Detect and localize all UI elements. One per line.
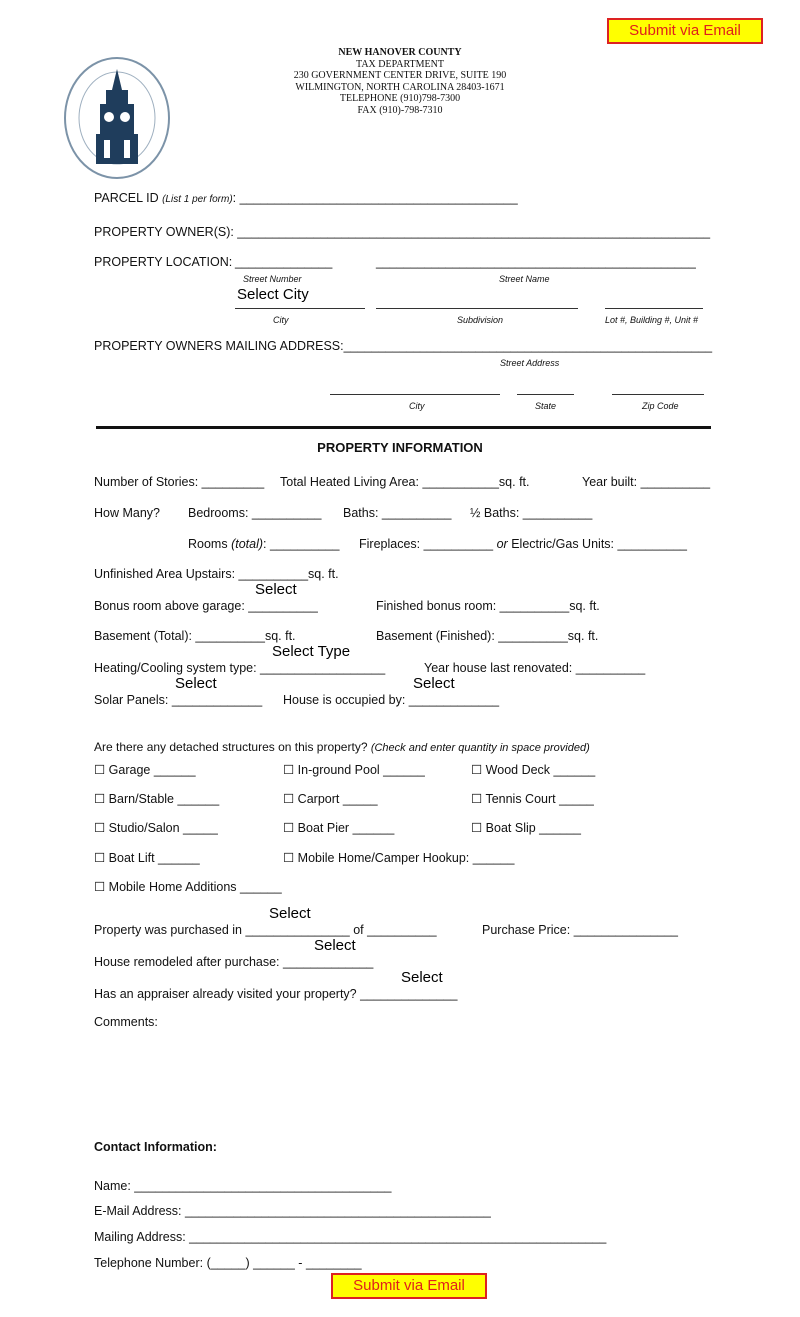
year-renovated-field[interactable]: Year house last renovated: __________ [424, 661, 646, 675]
submit-via-email-button-bottom[interactable]: Submit via Email [331, 1273, 487, 1299]
mailing-city-label: City [409, 401, 425, 411]
bedrooms-field[interactable]: Bedrooms: __________ [188, 506, 322, 520]
rooms-blank: : __________ [263, 537, 340, 551]
solar-select[interactable]: Select [175, 675, 217, 692]
detached-question [94, 740, 590, 755]
checkbox-mobile-hookup[interactable]: ☐ Mobile Home/Camper Hookup: ______ [283, 851, 515, 865]
checkbox-pool[interactable]: ☐ In-ground Pool ______ [283, 763, 425, 777]
lot-field[interactable] [605, 308, 703, 309]
fireplaces-field[interactable] [359, 537, 687, 551]
occupied-select[interactable]: Select [413, 675, 455, 692]
property-location-label: PROPERTY LOCATION: [94, 255, 233, 269]
solar-label: Solar Panels: _____________ [94, 693, 263, 707]
parcel-label: PARCEL ID [94, 191, 163, 205]
or-text: or [496, 537, 508, 551]
contact-phone-field[interactable]: Telephone Number: (_____) ______ - ________ [94, 1256, 362, 1270]
checkbox-garage[interactable]: ☐ Garage ______ [94, 763, 196, 777]
section-divider [96, 426, 711, 429]
parcel-blank: : ________________________________________ [232, 191, 518, 205]
heating-type-select[interactable]: Select Type [272, 643, 351, 660]
fireplaces-label: Fireplaces: __________ [359, 537, 497, 551]
year-built-field[interactable]: Year built: __________ [582, 475, 711, 489]
submit-via-email-button-top[interactable]: Submit via Email [607, 18, 763, 44]
parcel-note: (List 1 per form) [162, 194, 233, 205]
checkbox-carport[interactable]: ☐ Carport _____ [283, 792, 378, 806]
mailing-state-label: State [535, 401, 557, 411]
city-label: City [273, 315, 289, 325]
rooms-field[interactable] [188, 537, 340, 551]
remodeled-select[interactable]: Select [314, 937, 356, 954]
contact-mailing-field[interactable]: Mailing Address: ____________________________________________________________ [94, 1230, 607, 1244]
purchase-price-field[interactable]: Purchase Price: _______________ [482, 923, 678, 937]
appraiser-label: Has an appraiser already visited your property? ______________ [94, 987, 458, 1001]
county-seal-logo [62, 55, 172, 186]
checkbox-wood-deck[interactable]: ☐ Wood Deck ______ [471, 763, 596, 777]
department: TAX DEPARTMENT [356, 58, 444, 70]
heating-label: Heating/Cooling system type: __________________ [94, 661, 386, 675]
contact-title: Contact Information: [94, 1140, 217, 1154]
subdivision-label: Subdivision [457, 315, 504, 325]
detached-note: (Check and enter quantity in space provided) [370, 742, 590, 754]
mailing-zip-label: Zip Code [642, 401, 679, 411]
county-name: NEW HANOVER COUNTY [338, 47, 462, 58]
finished-bonus-field[interactable]: Finished bonus room: __________sq. ft. [376, 599, 600, 613]
basement-total-field[interactable]: Basement (Total): __________sq. ft. [94, 629, 296, 643]
checkbox-tennis[interactable]: ☐ Tennis Court _____ [471, 792, 594, 806]
checkbox-boat-pier[interactable]: ☐ Boat Pier ______ [283, 821, 395, 835]
street-name-field[interactable]: ______________________________________________ [376, 255, 696, 269]
heated-area-field[interactable]: Total Heated Living Area: ___________sq. ft. [280, 475, 530, 489]
mailing-state-field[interactable] [517, 394, 574, 395]
half-baths-field[interactable]: ½ Baths: __________ [470, 506, 593, 520]
unfinished-area-field[interactable]: Unfinished Area Upstairs: __________sq. ft. [94, 567, 339, 581]
mailing-zip-field[interactable] [612, 394, 704, 395]
city-line [235, 308, 365, 309]
rooms-note: (total) [231, 537, 264, 551]
bonus-room-label: Bonus room above garage: __________ [94, 599, 318, 613]
purchased-label: Property was purchased in _______________ of __________ [94, 923, 437, 937]
property-info-title: PROPERTY INFORMATION [317, 440, 483, 455]
bonus-room-select[interactable]: Select [255, 581, 297, 598]
fax: FAX (910)-798-7310 [357, 104, 443, 116]
purchased-select[interactable]: Select [269, 905, 311, 922]
rooms-label: Rooms [188, 537, 232, 551]
contact-email-field[interactable]: E-Mail Address: ____________________________________________ [94, 1204, 491, 1218]
street-address-label: Street Address [500, 358, 560, 368]
street-number-field[interactable]: ______________ [235, 255, 333, 269]
parcel-id-field[interactable] [94, 191, 518, 207]
checkbox-mobile-additions[interactable]: ☐ Mobile Home Additions ______ [94, 880, 282, 894]
comments-field[interactable]: Comments: [94, 1015, 158, 1029]
checkbox-studio[interactable]: ☐ Studio/Salon _____ [94, 821, 218, 835]
checkbox-barn[interactable]: ☐ Barn/Stable ______ [94, 792, 220, 806]
baths-field[interactable]: Baths: __________ [343, 506, 452, 520]
street-number-label: Street Number [243, 274, 302, 284]
mailing-address-field[interactable]: PROPERTY OWNERS MAILING ADDRESS:_____________________________________________________ [94, 339, 713, 353]
how-many-label: How Many? [94, 506, 160, 520]
lot-label: Lot #, Building #, Unit # [605, 315, 699, 325]
property-owners-field[interactable]: PROPERTY OWNER(S): ____________________________________________________________________ [94, 225, 711, 239]
telephone: TELEPHONE (910)798-7300 [339, 93, 461, 104]
stories-field[interactable]: Number of Stories: _________ [94, 475, 265, 489]
subdivision-field[interactable] [376, 308, 578, 309]
city-line: WILMINGTON, NORTH CAROLINA 28403-1671 [295, 81, 505, 93]
appraiser-select[interactable]: Select [401, 969, 443, 986]
occupied-label: House is occupied by: _____________ [283, 693, 500, 707]
mailing-city-field[interactable] [330, 394, 500, 395]
gas-units-label: Electric/Gas Units: __________ [507, 537, 688, 551]
address-line: 230 GOVERNMENT CENTER DRIVE, SUITE 190 [293, 70, 507, 81]
street-name-label: Street Name [499, 274, 550, 284]
checkbox-boat-slip[interactable]: ☐ Boat Slip ______ [471, 821, 581, 835]
checkbox-boat-lift[interactable]: ☐ Boat Lift ______ [94, 851, 200, 865]
city-select[interactable]: Select City [237, 286, 309, 303]
basement-finished-field[interactable]: Basement (Finished): __________sq. ft. [376, 629, 599, 643]
detached-question-text: Are there any detached structures on this property? [94, 740, 371, 754]
remodeled-label: House remodeled after purchase: _____________ [94, 955, 374, 969]
contact-name-field[interactable]: Name: _____________________________________ [94, 1179, 392, 1193]
